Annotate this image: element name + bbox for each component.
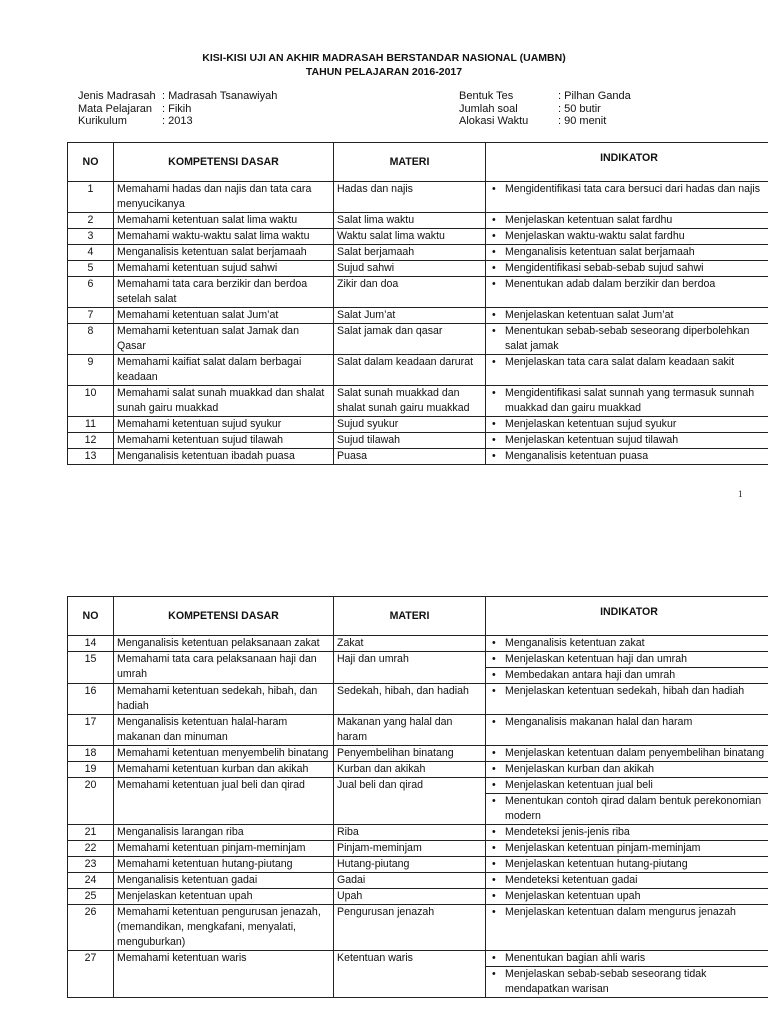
row-materi: Hadas dan najis <box>334 182 486 213</box>
indikator-item: • Menentukan adab dalam berzikir dan berdoa <box>486 277 768 292</box>
kisi-table-2 <box>67 596 768 998</box>
indikator-item: • Menganalisis ketentuan puasa <box>486 449 768 464</box>
row-no: 20 <box>68 778 114 825</box>
indikator-item: • Menjelaskan ketentuan hutang-piutang <box>486 857 768 872</box>
row-indikator <box>486 889 768 905</box>
row-no: 13 <box>68 449 114 465</box>
row-kompetensi-dasar: Memahami ketentuan salat Jum’at <box>114 308 334 324</box>
row-no: 1 <box>68 182 114 213</box>
row-materi: Upah <box>334 889 486 905</box>
row-kompetensi-dasar: Menganalisis ketentuan ibadah puasa <box>114 449 334 465</box>
row-indikator <box>486 433 768 449</box>
row-materi: Puasa <box>334 449 486 465</box>
row-no: 16 <box>68 684 114 715</box>
row-materi: Makanan yang halal dan haram <box>334 715 486 746</box>
indikator-list <box>486 261 768 276</box>
indikator-list <box>486 449 768 464</box>
row-kompetensi-dasar: Menganalisis ketentuan halal-haram makanan dan minuman <box>114 715 334 746</box>
row-materi: Penyembelihan binatang <box>334 746 486 762</box>
indikator-list <box>486 417 768 432</box>
table-row <box>68 762 768 778</box>
col-header-kompetensi-dasar: KOMPETENSI DASAR <box>114 143 334 182</box>
row-indikator <box>486 684 768 715</box>
table-row <box>68 229 768 245</box>
row-materi: Kurban dan akikah <box>334 762 486 778</box>
row-indikator <box>486 277 768 308</box>
row-no: 5 <box>68 261 114 277</box>
indikator-item: • Menjelaskan ketentuan haji dan umrah <box>486 652 768 667</box>
row-materi: Sujud sahwi <box>334 261 486 277</box>
row-indikator <box>486 857 768 873</box>
kisi-table-1 <box>67 142 768 465</box>
indikator-item: • Mendeteksi jenis-jenis riba <box>486 825 768 840</box>
row-materi: Sujud tilawah <box>334 433 486 449</box>
row-no: 26 <box>68 905 114 951</box>
row-kompetensi-dasar: Memahami tata cara pelaksanaan haji dan umrah <box>114 652 334 684</box>
indikator-list <box>486 857 768 872</box>
indikator-item: • Menentukan sebab-sebab seseorang diperbolehkan salat jamak <box>486 324 768 354</box>
indikator-list <box>486 277 768 292</box>
document-subtitle: TAHUN PELAJARAN 2016-2017 <box>305 66 463 78</box>
table-row <box>68 825 768 841</box>
indikator-item: • Menentukan bagian ahli waris <box>486 951 768 966</box>
row-no: 3 <box>68 229 114 245</box>
table-row <box>68 433 768 449</box>
indikator-list <box>486 873 768 888</box>
row-kompetensi-dasar: Memahami ketentuan hutang-piutang <box>114 857 334 873</box>
row-indikator <box>486 449 768 465</box>
row-no: 24 <box>68 873 114 889</box>
row-indikator <box>486 746 768 762</box>
row-materi: Hutang-piutang <box>334 857 486 873</box>
row-no: 17 <box>68 715 114 746</box>
row-materi: Pinjam-meminjam <box>334 841 486 857</box>
table-row <box>68 324 768 355</box>
info-row-jenis-madrasah: Jenis Madrasah : Madrasah Tsanawiyah <box>78 90 278 102</box>
row-no: 23 <box>68 857 114 873</box>
indikator-item: • Menjelaskan ketentuan upah <box>486 889 768 904</box>
table-row <box>68 889 768 905</box>
row-indikator <box>486 213 768 229</box>
row-materi: Zakat <box>334 636 486 652</box>
row-materi: Ketentuan waris <box>334 951 486 998</box>
row-indikator <box>486 715 768 746</box>
row-materi: Salat dalam keadaan darurat <box>334 355 486 386</box>
table-row <box>68 951 768 998</box>
row-indikator <box>486 762 768 778</box>
info-row-mata-pelajaran: Mata Pelajaran : Fikih <box>78 102 192 115</box>
indikator-item: • Menjelaskan ketentuan sujud syukur <box>486 417 768 432</box>
indikator-item: • Menjelaskan waktu-waktu salat fardhu <box>486 229 768 244</box>
row-indikator <box>486 417 768 433</box>
row-indikator <box>486 229 768 245</box>
row-no: 4 <box>68 245 114 261</box>
indikator-item: • Menjelaskan ketentuan pinjam-meminjam <box>486 841 768 856</box>
indikator-list <box>486 213 768 228</box>
info-right <box>459 90 631 128</box>
info-row-bentuk-tes: Bentuk Tes : Pilhan Ganda <box>459 90 631 102</box>
indikator-list <box>486 889 768 904</box>
row-indikator <box>486 324 768 355</box>
table-body-1 <box>68 182 768 465</box>
row-materi: Salat Jum’at <box>334 308 486 324</box>
row-materi: Riba <box>334 825 486 841</box>
indikator-item: • Membedakan antara haji dan umrah <box>486 667 768 683</box>
row-indikator <box>486 245 768 261</box>
info-row-alokasi-waktu: Alokasi Waktu : 90 menit <box>459 115 607 127</box>
table-header-row <box>68 143 768 182</box>
indikator-item: • Menganalisis ketentuan zakat <box>486 636 768 651</box>
row-kompetensi-dasar: Menganalisis larangan riba <box>114 825 334 841</box>
info-left <box>78 90 277 128</box>
table-row <box>68 386 768 417</box>
indikator-list <box>486 951 768 997</box>
row-indikator <box>486 905 768 951</box>
table-row <box>68 841 768 857</box>
table-row <box>68 245 768 261</box>
indikator-item: • Menjelaskan ketentuan salat fardhu <box>486 213 768 228</box>
col-header-indikator: INDIKATOR <box>486 597 768 636</box>
indikator-list <box>486 324 768 354</box>
row-kompetensi-dasar: Memahami ketentuan menyembelih binatang <box>114 746 334 762</box>
table-row <box>68 905 768 951</box>
indikator-item: • Menjelaskan ketentuan sujud tilawah <box>486 433 768 448</box>
indikator-item: • Menjelaskan kurban dan akikah <box>486 762 768 777</box>
indikator-item: • Menjelaskan ketentuan jual beli <box>486 778 768 793</box>
row-kompetensi-dasar: Memahami ketentuan waris <box>114 951 334 998</box>
row-no: 6 <box>68 277 114 308</box>
table-row <box>68 636 768 652</box>
indikator-item: • Menganalisis ketentuan salat berjamaah <box>486 245 768 260</box>
indikator-list <box>486 778 768 824</box>
table-row <box>68 857 768 873</box>
row-kompetensi-dasar: Memahami ketentuan salat Jamak dan Qasar <box>114 324 334 355</box>
row-indikator <box>486 355 768 386</box>
row-kompetensi-dasar: Memahami ketentuan sujud tilawah <box>114 433 334 449</box>
indikator-item: • Menjelaskan ketentuan sedekah, hibah dan hadiah <box>486 684 768 699</box>
row-kompetensi-dasar: Menjelaskan ketentuan upah <box>114 889 334 905</box>
table-row <box>68 355 768 386</box>
indikator-list <box>486 905 768 920</box>
indikator-list <box>486 746 768 761</box>
col-header-no: NO <box>68 143 114 182</box>
table-row <box>68 715 768 746</box>
row-kompetensi-dasar: Memahami tata cara berzikir dan berdoa setelah salat <box>114 277 334 308</box>
indikator-list <box>486 433 768 448</box>
table-row <box>68 449 768 465</box>
indikator-list <box>486 825 768 840</box>
table-row <box>68 182 768 213</box>
table-row <box>68 778 768 825</box>
table-row <box>68 684 768 715</box>
row-kompetensi-dasar: Memahami ketentuan pengurusan jenazah, (memandikan, mengkafani, menyalati, menguburkan) <box>114 905 334 951</box>
row-no: 27 <box>68 951 114 998</box>
row-indikator <box>486 873 768 889</box>
indikator-item: • Menjelaskan sebab-sebab seseorang tidak mendapatkan warisan <box>486 966 768 997</box>
row-no: 10 <box>68 386 114 417</box>
indikator-list <box>486 841 768 856</box>
document-title: KISI-KISI UJI AN AKHIR MADRASAH BERSTANDAR NASIONAL (UAMBN) <box>202 52 566 64</box>
table-header-row <box>68 597 768 636</box>
row-no: 7 <box>68 308 114 324</box>
indikator-item: • Mengidentifikasi tata cara bersuci dari hadas dan najis <box>486 182 768 197</box>
indikator-item: • Menjelaskan ketentuan dalam penyembelihan binatang <box>486 746 768 761</box>
row-materi: Salat sunah muakkad dan shalat sunah gairu muakkad <box>334 386 486 417</box>
row-no: 9 <box>68 355 114 386</box>
row-materi: Pengurusan jenazah <box>334 905 486 951</box>
row-indikator <box>486 951 768 998</box>
indikator-item: • Mengidentifikasi salat sunnah yang termasuk sunnah muakkad dan gairu muakkad <box>486 386 768 416</box>
indikator-item: • Menjelaskan tata cara salat dalam keadaan sakit <box>486 355 768 370</box>
indikator-list <box>486 355 768 370</box>
indikator-list <box>486 386 768 416</box>
row-no: 8 <box>68 324 114 355</box>
indikator-item: • Menganalisis makanan halal dan haram <box>486 715 768 730</box>
row-no: 22 <box>68 841 114 857</box>
row-materi: Haji dan umrah <box>334 652 486 684</box>
table-row <box>68 746 768 762</box>
row-materi: Sedekah, hibah, dan hadiah <box>334 684 486 715</box>
row-indikator <box>486 778 768 825</box>
row-materi: Waktu salat lima waktu <box>334 229 486 245</box>
row-kompetensi-dasar: Memahami ketentuan salat lima waktu <box>114 213 334 229</box>
row-no: 21 <box>68 825 114 841</box>
row-no: 25 <box>68 889 114 905</box>
indikator-list <box>486 652 768 683</box>
row-indikator <box>486 308 768 324</box>
row-kompetensi-dasar: Menganalisis ketentuan pelaksanaan zakat <box>114 636 334 652</box>
table-row <box>68 261 768 277</box>
indikator-list <box>486 229 768 244</box>
row-materi: Salat lima waktu <box>334 213 486 229</box>
indikator-list <box>486 762 768 777</box>
row-no: 18 <box>68 746 114 762</box>
row-kompetensi-dasar: Memahami waktu-waktu salat lima waktu <box>114 229 334 245</box>
row-kompetensi-dasar: Memahami ketentuan kurban dan akikah <box>114 762 334 778</box>
row-kompetensi-dasar: Memahami ketentuan jual beli dan qirad <box>114 778 334 825</box>
row-kompetensi-dasar: Menganalisis ketentuan salat berjamaah <box>114 245 334 261</box>
row-materi: Salat berjamaah <box>334 245 486 261</box>
row-indikator <box>486 261 768 277</box>
row-indikator <box>486 182 768 213</box>
indikator-list <box>486 636 768 651</box>
table-row <box>68 308 768 324</box>
info-row-jumlah-soal: Jumlah soal : 50 butir <box>459 102 601 115</box>
table-row <box>68 873 768 889</box>
col-header-indikator: INDIKATOR <box>486 143 768 182</box>
row-kompetensi-dasar: Memahami ketentuan sedekah, hibah, dan hadiah <box>114 684 334 715</box>
row-no: 12 <box>68 433 114 449</box>
indikator-list <box>486 245 768 260</box>
row-indikator <box>486 386 768 417</box>
row-kompetensi-dasar: Memahami kaifiat salat dalam berbagai keadaan <box>114 355 334 386</box>
indikator-list <box>486 715 768 730</box>
indikator-item: • Mengidentifikasi sebab-sebab sujud sahwi <box>486 261 768 276</box>
info-row-kurikulum: Kurikulum : 2013 <box>78 115 193 127</box>
row-materi: Salat jamak dan qasar <box>334 324 486 355</box>
table-body-2 <box>68 636 768 998</box>
col-header-materi: MATERI <box>334 597 486 636</box>
row-indikator <box>486 652 768 684</box>
row-indikator <box>486 841 768 857</box>
indikator-list <box>486 308 768 323</box>
row-indikator <box>486 825 768 841</box>
row-no: 2 <box>68 213 114 229</box>
row-no: 19 <box>68 762 114 778</box>
indikator-item: • Mendeteksi ketentuan gadai <box>486 873 768 888</box>
col-header-materi: MATERI <box>334 143 486 182</box>
row-no: 15 <box>68 652 114 684</box>
row-no: 11 <box>68 417 114 433</box>
indikator-list <box>486 684 768 699</box>
table-row <box>68 213 768 229</box>
row-materi: Jual beli dan qirad <box>334 778 486 825</box>
col-header-no: NO <box>68 597 114 636</box>
row-kompetensi-dasar: Menganalisis ketentuan gadai <box>114 873 334 889</box>
indikator-list <box>486 182 768 197</box>
col-header-kompetensi-dasar: KOMPETENSI DASAR <box>114 597 334 636</box>
table-row <box>68 652 768 684</box>
indikator-item: • Menentukan contoh qirad dalam bentuk perekonomian modern <box>486 793 768 824</box>
indikator-item: • Menjelaskan ketentuan dalam mengurus jenazah <box>486 905 768 920</box>
row-kompetensi-dasar: Memahami ketentuan pinjam-meminjam <box>114 841 334 857</box>
row-materi: Gadai <box>334 873 486 889</box>
row-materi: Sujud syukur <box>334 417 486 433</box>
table-row <box>68 417 768 433</box>
row-kompetensi-dasar: Memahami ketentuan sujud syukur <box>114 417 334 433</box>
table-row <box>68 277 768 308</box>
row-kompetensi-dasar: Memahami ketentuan sujud sahwi <box>114 261 334 277</box>
row-kompetensi-dasar: Memahami hadas dan najis dan tata cara menyucikanya <box>114 182 334 213</box>
row-materi: Zikir dan doa <box>334 277 486 308</box>
page-number: 1 <box>738 489 743 499</box>
row-indikator <box>486 636 768 652</box>
row-kompetensi-dasar: Memahami salat sunah muakkad dan shalat sunah gairu muakkad <box>114 386 334 417</box>
row-no: 14 <box>68 636 114 652</box>
indikator-item: • Menjelaskan ketentuan salat Jum’at <box>486 308 768 323</box>
